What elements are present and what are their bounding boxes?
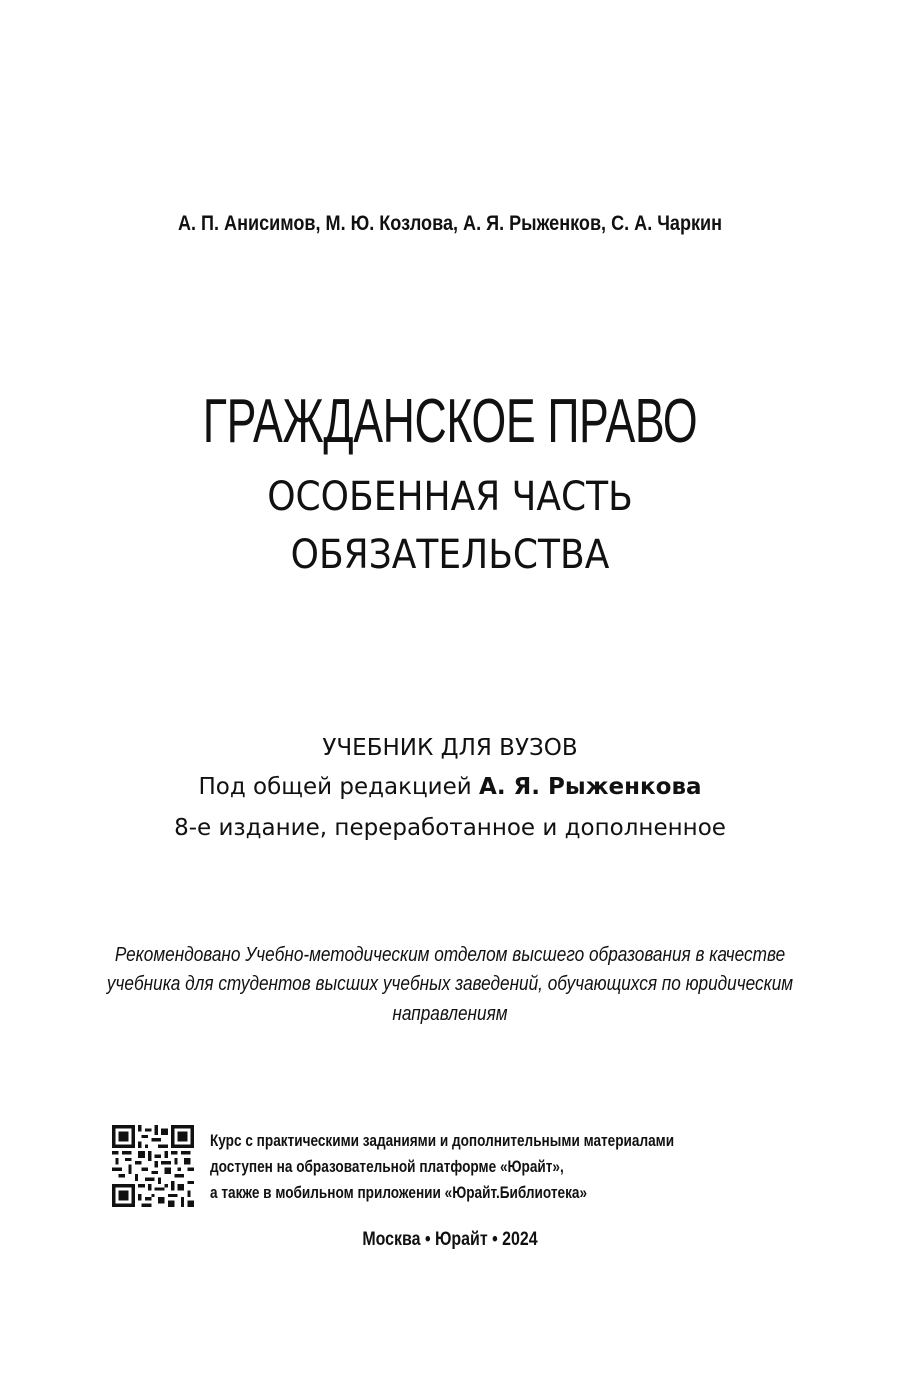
book-subtitle-topic: ОБЯЗАТЕЛЬСТВА <box>290 532 610 578</box>
qr-code-icon[interactable] <box>112 1125 194 1207</box>
recommendation-line-2: учебника для студентов высших учебных заведений, обучающихся по юридическим <box>106 973 794 995</box>
book-subtitle-part: ОСОБЕННАЯ ЧАСТЬ <box>267 474 633 520</box>
recommendation-line-3: направлениям <box>392 1003 508 1025</box>
imprint: Москва • Юрайт • 2024 <box>362 1229 538 1250</box>
edition: 8-е издание, переработанное и дополненное <box>174 815 726 841</box>
editor-prefix: Под общей редакцией <box>198 774 480 800</box>
book-type: УЧЕБНИК ДЛЯ ВУЗОВ <box>322 735 578 761</box>
course-info-line-2: доступен на образовательной платформе «Юрайт», <box>210 1157 564 1176</box>
editor-line <box>0 774 900 800</box>
recommendation-line-1: Рекомендовано Учебно-методическим отделом высшего образования в качестве <box>114 944 786 966</box>
course-info-line-1: Курс с практическими заданиями и дополнительными материалами <box>210 1131 675 1150</box>
course-info-line-3: а также в мобильном приложении «Юрайт.Библиотека» <box>210 1183 588 1202</box>
editor-name: А. Я. Рыженкова <box>479 774 702 800</box>
book-title: ГРАЖДАНСКОЕ ПРАВО <box>202 387 698 456</box>
authors: А. П. Анисимов, М. Ю. Козлова, А. Я. Рыженков, С. А. Чаркин <box>177 212 723 235</box>
